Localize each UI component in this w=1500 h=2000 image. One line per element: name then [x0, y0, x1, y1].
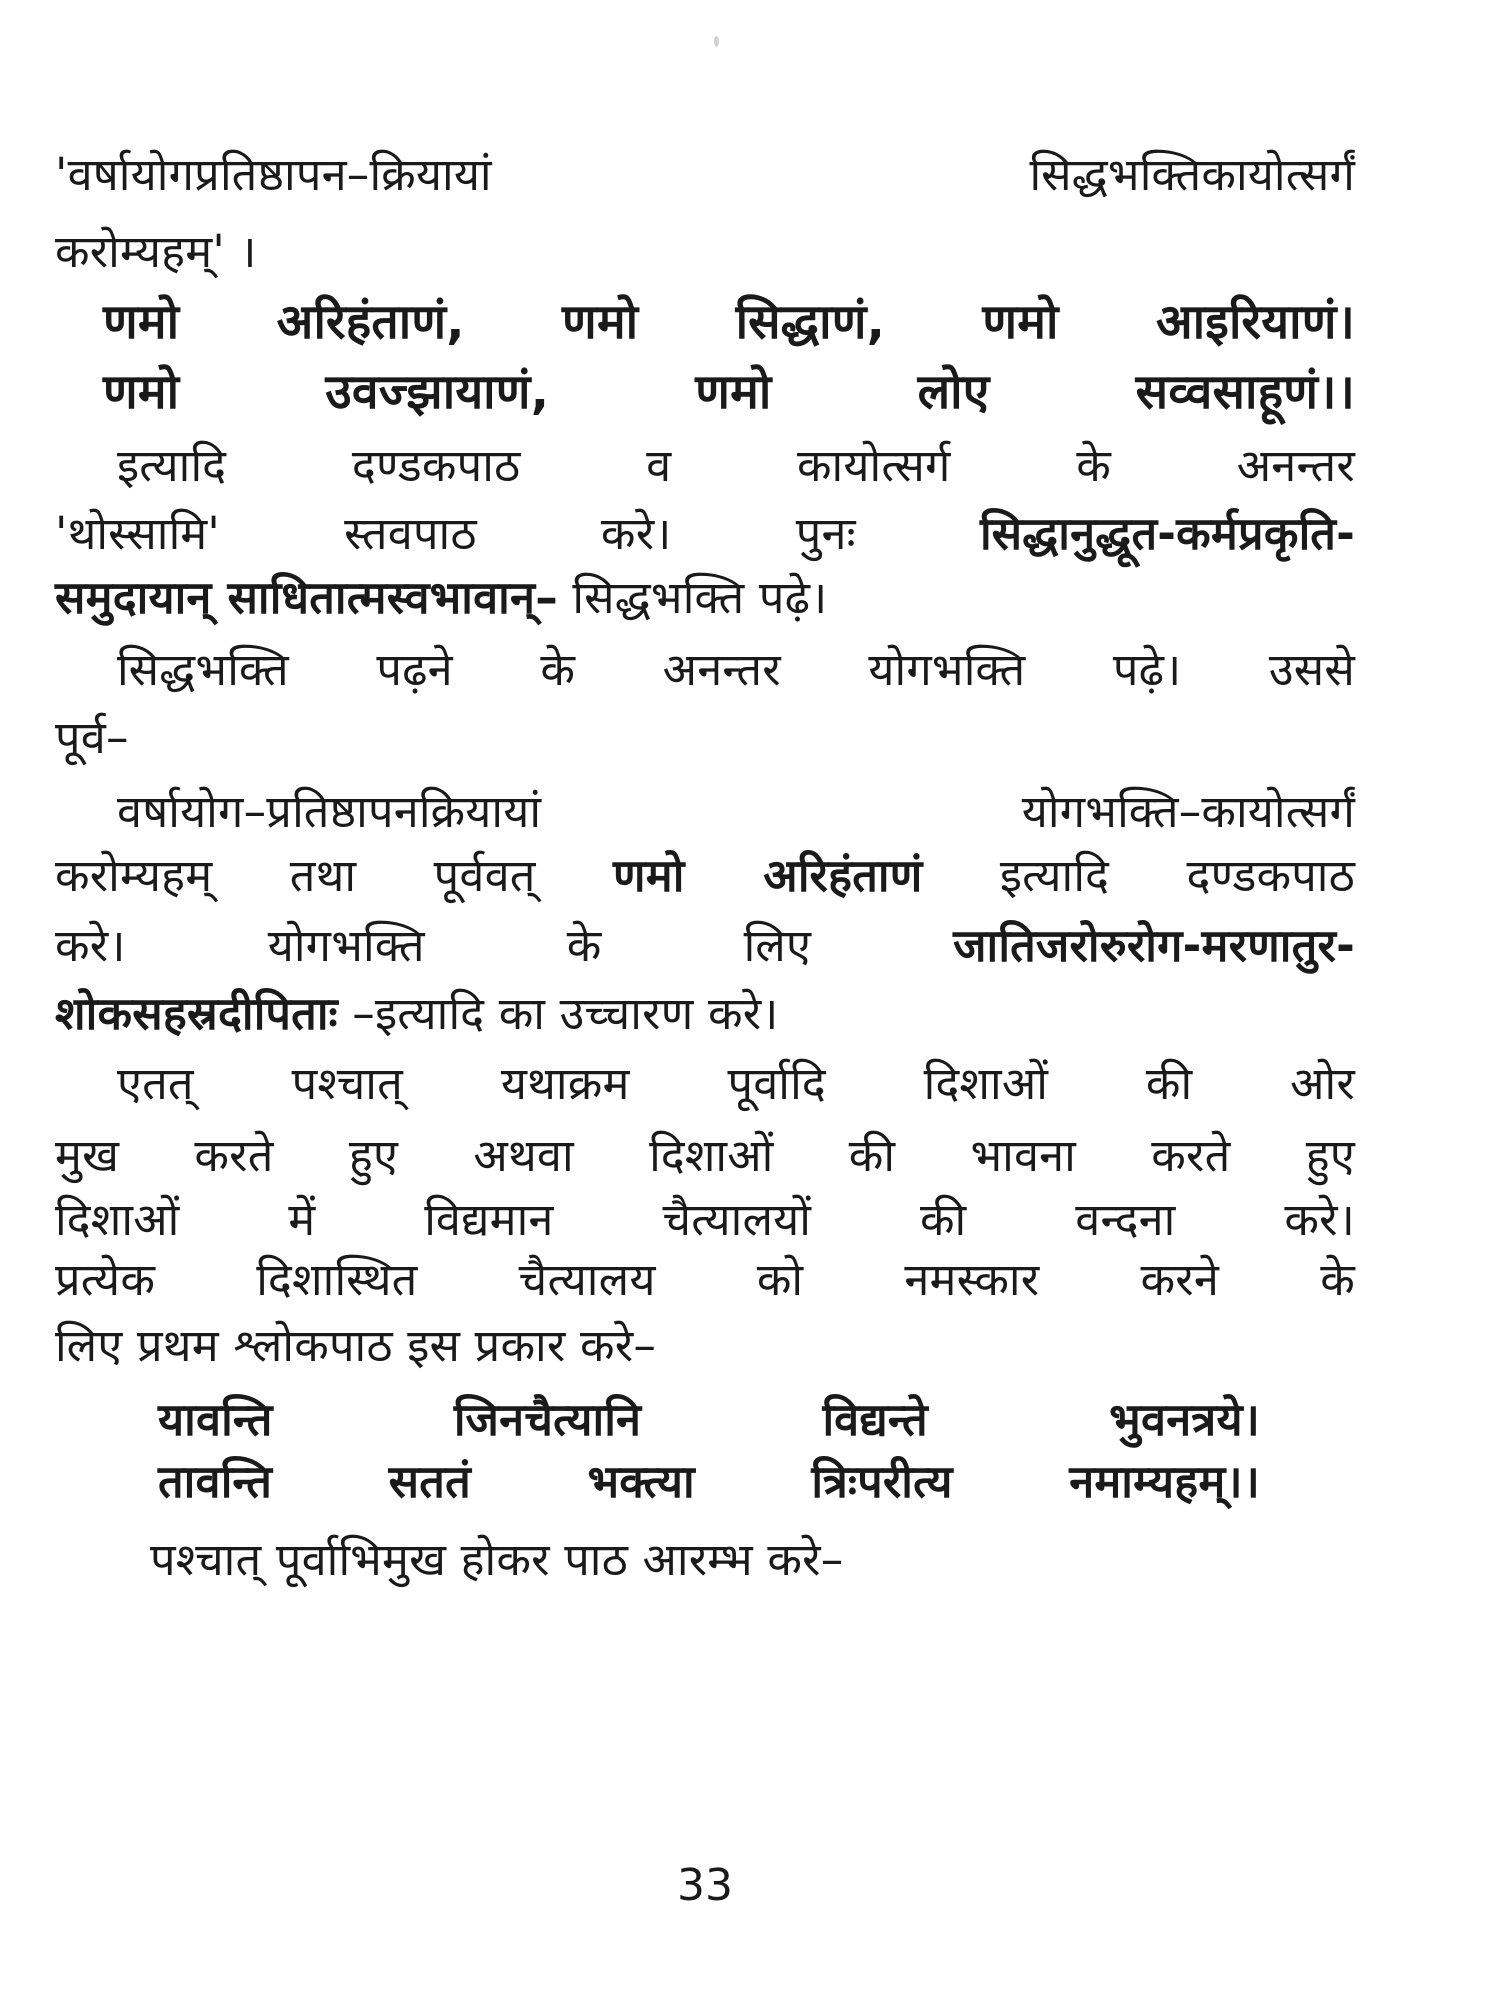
text-line-para2: [55, 708, 1355, 768]
text-column: [55, 0, 1355, 2000]
text-line-closing: [55, 1530, 1355, 1590]
text-line-namokar-mantra-1: [55, 292, 1355, 352]
text-segment-bold: समुदायान् साधितात्मस्वभावान्–: [55, 571, 558, 624]
text-segment-bold: णमो उवज्झायाणं, णमो लोए सव्वसाहूणं।।: [103, 364, 1355, 420]
text-line-para3: [55, 984, 1355, 1044]
text-segment: मुख करते हुए अथवा दिशाओं की भावना करते हुए: [55, 1129, 1355, 1182]
text-segment-bold: णमो अरिहंताणं: [613, 849, 923, 902]
text-line-para3: [55, 916, 1355, 976]
text-segment: करोम्यहम्' ।: [55, 225, 257, 278]
text-segment: 'थोस्सामि' स्तवपाठ करे। पुनः: [55, 507, 981, 560]
text-segment: दिशाओं में विद्यमान चैत्यालयों की वन्दना करे।: [55, 1193, 1355, 1246]
text-line-para2: [55, 640, 1355, 700]
text-line-shloka-1: [55, 1390, 1355, 1450]
text-line-para3: [55, 782, 1355, 842]
text-line-para4: [55, 1316, 1355, 1376]
text-segment: एतत् पश्चात् यथाक्रम पूर्वादि दिशाओं की ओर: [117, 1057, 1355, 1110]
text-line-para1: [55, 568, 1355, 628]
text-line-para3: [55, 846, 1355, 906]
text-segment: सिद्धभक्ति पढ़ने के अनन्तर योगभक्ति पढ़े। उससे: [117, 643, 1355, 696]
text-segment: इत्यादि दण्डकपाठ व कायोत्सर्ग के अनन्तर: [117, 439, 1355, 492]
text-segment-bold: शोकसहस्रदीपिताः: [55, 987, 338, 1040]
text-line-para1: [55, 436, 1355, 496]
page-number: 33: [677, 1860, 733, 1911]
text-segment: लिए प्रथम श्लोकपाठ इस प्रकार करे–: [55, 1319, 657, 1372]
text-segment-bold: जातिजरोरुरोग-मरणातुर-: [953, 919, 1355, 972]
text-line-para4: [55, 1054, 1355, 1114]
text-line-opening-sanskrit-end: [55, 222, 1355, 282]
text-segment: –इत्यादि का उच्चारण करे।: [337, 987, 779, 1040]
text-segment-bold: तावन्ति सततं भक्त्या त्रिःपरीत्य नमाम्यहम्।।: [158, 1455, 1260, 1508]
text-segment: पूर्व–: [55, 711, 129, 764]
text-segment-bold: यावन्ति जिनचैत्यानि विद्यन्ते भुवनत्रये।: [158, 1393, 1260, 1446]
text-line-para4: [55, 1126, 1355, 1186]
text-segment: सिद्धभक्ति पढ़े।: [557, 571, 828, 624]
text-segment: करोम्यहम् तथा पूर्ववत्: [55, 849, 614, 902]
text-segment: 'वर्षायोगप्रतिष्ठापन–क्रियायां सिद्धभक्तिकायोत्सर्गं: [55, 148, 1355, 201]
text-line-para1: [55, 504, 1355, 564]
text-line-para4: [55, 1250, 1355, 1310]
text-segment: प्रत्येक दिशास्थित चैत्यालय को नमस्कार करने के: [55, 1253, 1355, 1306]
text-line-shloka-2: [55, 1452, 1355, 1512]
text-line-para4: [55, 1190, 1355, 1250]
text-segment: इत्यादि दण्डकपाठ: [922, 849, 1355, 902]
text-segment-bold: सिद्धानुद्धूत-कर्मप्रकृति-: [980, 507, 1355, 560]
text-segment: पश्चात् पूर्वाभिमुख होकर पाठ आरम्भ करे–: [150, 1533, 844, 1586]
text-line-namokar-mantra-2: [55, 362, 1355, 422]
text-segment: वर्षायोग–प्रतिष्ठापनक्रियायां योगभक्ति–कायोत्सर्गं: [117, 785, 1355, 838]
text-segment: करे। योगभक्ति के लिए: [55, 919, 954, 972]
text-line-opening-sanskrit: [55, 145, 1355, 205]
text-segment-bold: णमो अरिहंताणं, णमो सिद्धाणं, णमो आइरियाणं।: [103, 294, 1355, 350]
